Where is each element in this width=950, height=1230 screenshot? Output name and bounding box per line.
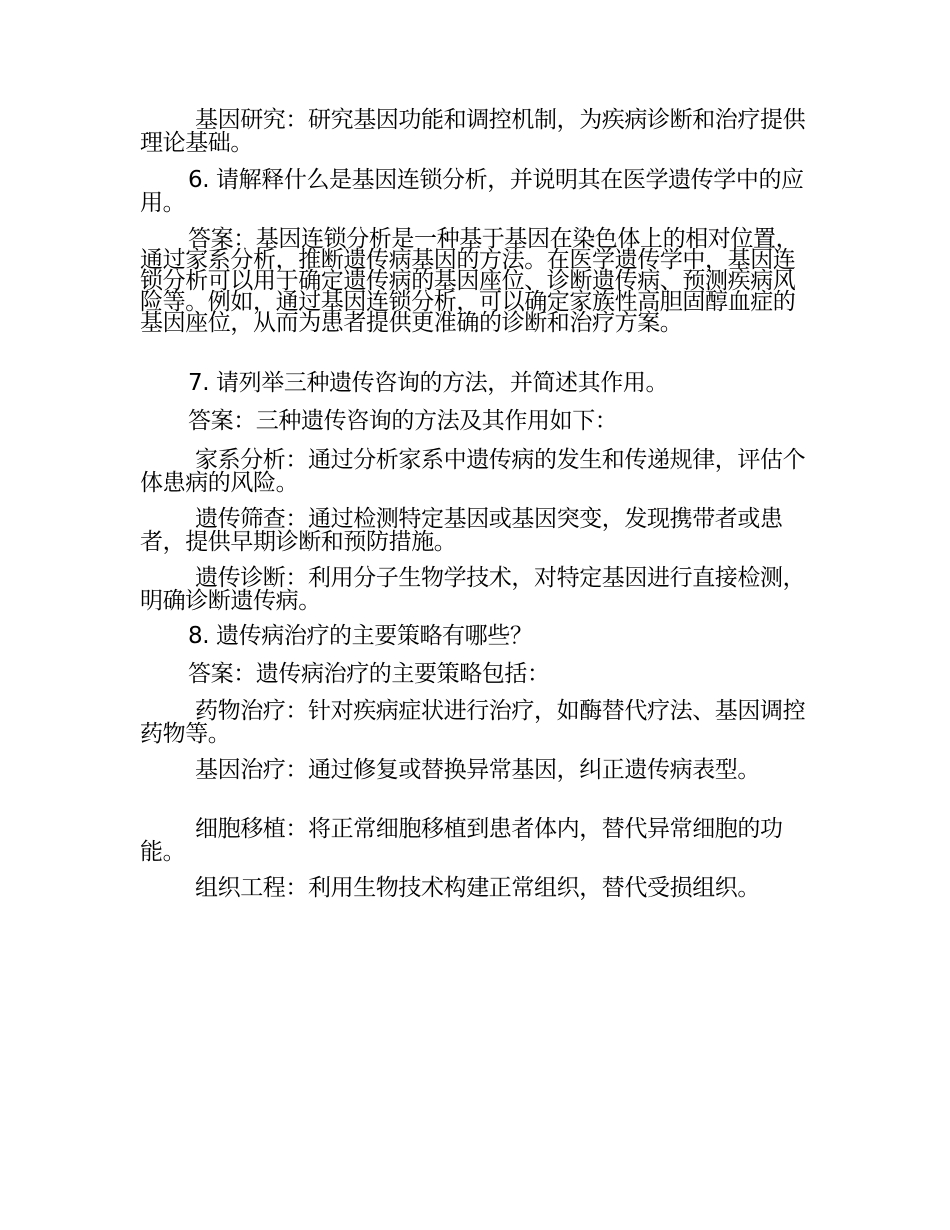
method-genetic-diagnosis: 遗传诊断：利用分子生物学技术，对特定基因进行直接检测，明确诊断遗传病。 <box>140 565 806 614</box>
strategy-cell-transplant: 细胞移植：将正常细胞移植到患者体内，替代异常细胞的功能。 <box>140 816 783 865</box>
answer-6: 答案：基因连锁分析是一种基于基因在染色体上的相对位置，通过家系分析，推断遗传病基因的方法。在医学遗传学中，基因连锁分析可以用于确定遗传病的基因座位、诊断遗传病、预测疾病风险等。例如，通过基因连锁分析，可以确定家族性高胆固醇血症的基因座位，从而为患者提供更准确的诊断和治疗方案。 <box>140 226 799 336</box>
question-6: 6. 请解释什么是基因连锁分析，并说明其在医学遗传学中的应用。 <box>140 167 804 216</box>
paragraph-gene-research: 基因研究：研究基因功能和调控机制，为疾病诊断和治疗提供理论基础。 <box>140 107 806 156</box>
method-genetic-screening: 遗传筛查：通过检测特定基因或基因突变，发现携带者或患者，提供早期诊断和预防措施。 <box>140 506 783 555</box>
question-7: 7. 请列举三种遗传咨询的方法，并简述其作用。 <box>188 370 669 396</box>
answer-7-intro: 答案：三种遗传咨询的方法及其作用如下： <box>188 408 618 434</box>
method-pedigree-analysis: 家系分析：通过分析家系中遗传病的发生和传递规律，评估个体患病的风险。 <box>140 447 806 496</box>
answer-8-intro: 答案：遗传病治疗的主要策略包括： <box>188 661 550 687</box>
strategy-tissue-engineering: 组织工程：利用生物技术构建正常组织，替代受损组织。 <box>195 875 761 901</box>
strategy-drug-therapy: 药物治疗：针对疾病症状进行治疗，如酶替代疗法、基因调控药物等。 <box>140 698 806 747</box>
question-8: 8. 遗传病治疗的主要策略有哪些？ <box>188 623 533 649</box>
strategy-gene-therapy: 基因治疗：通过修复或替换异常基因，纠正遗传病表型。 <box>195 757 761 783</box>
